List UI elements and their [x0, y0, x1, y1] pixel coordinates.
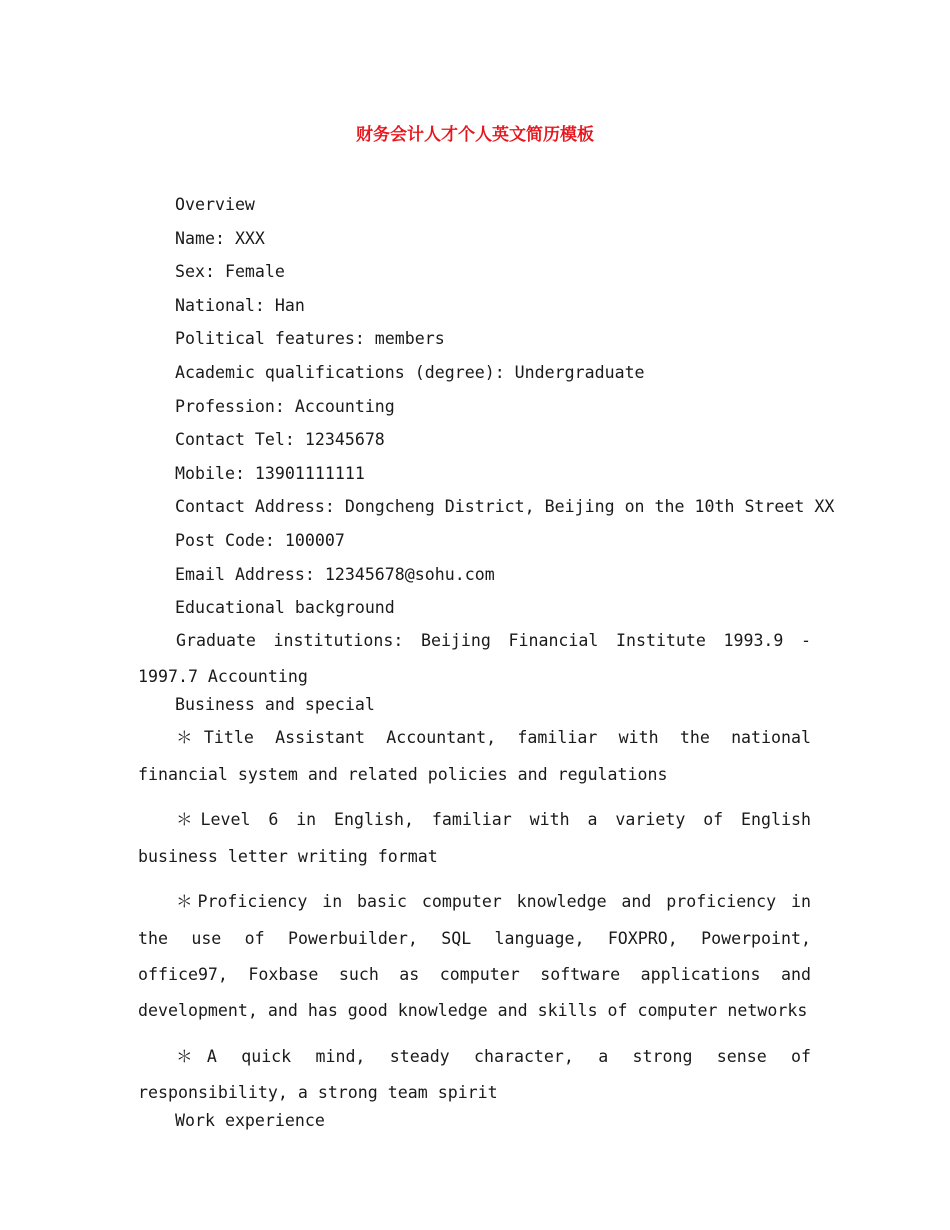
- post-code-line: Post Code: 100007: [175, 530, 345, 550]
- education-heading: Educational background: [175, 598, 395, 618]
- business-heading: Business and special: [175, 695, 375, 715]
- resume-body: [138, 193, 835, 1142]
- academic-qualifications-line: Academic qualifications (degree): Undergraduate: [175, 362, 645, 382]
- skill-item: ＊Proficiency in basic computer knowledge and proficiency in the use of Powerbuilder, SQL language, FOXPRO, Powerpoint, office97, Foxbase such as computer software applications and development, and has good knowledge and skills of computer networks: [138, 892, 811, 1020]
- document-title: 财务会计人才个人英文简历模板: [356, 125, 594, 145]
- skill-item: ＊A quick mind, steady character, a strong sense of responsibility, a strong team spirit: [138, 1046, 811, 1102]
- mobile-line: Mobile: 13901111111: [175, 463, 365, 483]
- sex-line: Sex: Female: [175, 262, 285, 282]
- political-features-line: Political features: members: [175, 329, 445, 349]
- skill-item: ＊Title Assistant Accountant, familiar with the national financial system and related policies and regulations: [138, 728, 811, 784]
- contact-tel-line: Contact Tel: 12345678: [175, 430, 385, 450]
- overview-heading: Overview: [175, 195, 255, 214]
- education-paragraph: Graduate institutions: Beijing Financial Institute 1993.9 - 1997.7 Accounting: [138, 631, 811, 687]
- email-line: Email Address: 12345678@sohu.com: [175, 564, 495, 584]
- work-experience-heading: Work experience: [175, 1110, 325, 1130]
- skill-item: ＊Level 6 in English, familiar with a variety of English business letter writing format: [138, 810, 811, 866]
- contact-address-line: Contact Address: Dongcheng District, Beijing on the 10th Street XX: [175, 497, 835, 517]
- nationality-line: National: Han: [175, 295, 305, 315]
- profession-line: Profession: Accounting: [175, 396, 395, 416]
- name-line: Name: XXX: [175, 228, 265, 248]
